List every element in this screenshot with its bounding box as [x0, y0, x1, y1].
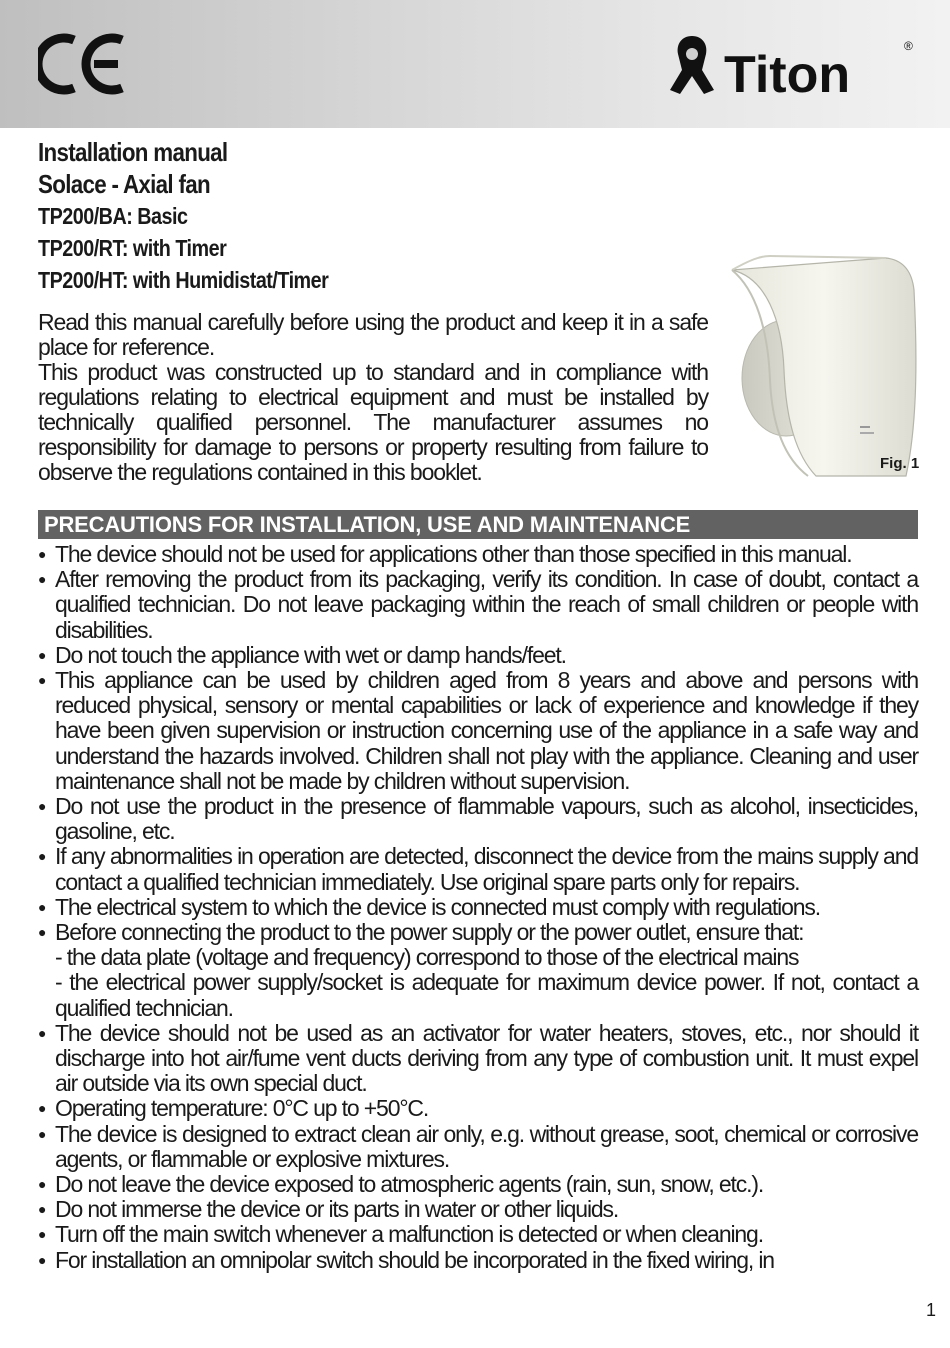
list-sub-item: - the electrical power supply/socket is adequate for maximum device power. If not, contact a qualified technician.	[55, 969, 918, 1021]
ce-mark-icon	[38, 32, 130, 96]
list-item: ● Operating temperature: 0°C up to +50°C.	[38, 1096, 918, 1121]
list-item: ● The device should not be used for applications other than those specified in this manual.	[38, 542, 918, 567]
model-timer: TP200/RT: with Timer	[38, 235, 227, 261]
intro-paragraph: Read this manual carefully before using the product and keep it in a safe place for reference.	[38, 309, 708, 360]
list-item: ● Do not use the product in the presence of flammable vapours, such as alcohol, insecticides, gasoline, etc.	[38, 794, 918, 844]
titon-logo	[664, 30, 924, 100]
list-item: ● The device should not be used as an activator for water heaters, stoves, etc., nor should it discharge into hot air/fume vent ducts deriving from any type of combustion unit. It must expel air outside via its own special duct.	[38, 1021, 918, 1097]
list-item: ● The electrical system to which the device is connected must comply with regulations.	[38, 895, 918, 920]
page-number: 1	[926, 1300, 937, 1320]
list-item: ● Turn off the main switch whenever a malfunction is detected or when cleaning.	[38, 1222, 918, 1247]
list-item: ● If any abnormalities in operation are detected, disconnect the device from the mains supply and contact a qualified technician immediately. Use original spare parts only for repairs.	[38, 844, 918, 894]
list-item: ● Do not leave the device exposed to atmospheric agents (rain, sun, snow, etc.).	[38, 1172, 918, 1197]
section-heading: PRECAUTIONS FOR INSTALLATION, USE AND MAINTENANCE	[38, 510, 918, 539]
intro-paragraph: This product was constructed up to standard and in compliance with regulations relating to electrical equipment and must be installed by technically qualified personnel. The manufacturer assumes no responsibility for damage to persons or property resulting from failure to observe the regulations contained in this booklet.	[38, 359, 708, 485]
precautions-list	[38, 542, 918, 1273]
list-item: ● Do not touch the appliance with wet or damp hands/feet.	[38, 643, 918, 668]
list-item: ● The device is designed to extract clean air only, e.g. without grease, soot, chemical or corrosive agents, or flammable or explosive mixtures.	[38, 1122, 918, 1172]
intro-text	[38, 310, 708, 485]
page-header	[0, 0, 950, 128]
svg-text:Titon: Titon	[724, 46, 851, 100]
list-item: ● Do not immerse the device or its parts in water or other liquids.	[38, 1197, 918, 1222]
list-item: ● After removing the product from its packaging, verify its condition. In case of doubt, contact a qualified technician. Do not leave packaging within the reach of small children or people with disabilities.	[38, 567, 918, 643]
model-basic: TP200/BA: Basic	[38, 203, 188, 229]
product-title: Solace - Axial fan	[38, 169, 210, 199]
fan-image	[726, 250, 924, 490]
list-sub-item: - the data plate (voltage and frequency) correspond to those of the electrical mains	[55, 944, 799, 971]
list-item	[38, 920, 918, 1021]
figure-label: Fig. 1	[880, 455, 920, 472]
manual-title: Installation manual	[38, 137, 228, 167]
list-item: ● This appliance can be used by children aged from 8 years and above and persons with reduced physical, sensory or mental capabilities or lack of experience and knowledge if they have been given supervision or instruction concerning use of the appliance in a safe way and understand the hazards involved. Children shall not play with the appliance. Cleaning and user maintenance shall not be made by children without supervision.	[38, 668, 918, 794]
list-item-text: Before connecting the product to the power supply or the power outlet, ensure that:	[55, 919, 804, 946]
title-block	[38, 136, 718, 296]
titon-logo-icon	[670, 36, 714, 94]
model-humidistat: TP200/HT: with Humidistat/Timer	[38, 267, 329, 293]
svg-text:®: ®	[904, 39, 913, 53]
list-item: ● For installation an omnipolar switch should be incorporated in the fixed wiring, in	[38, 1248, 918, 1273]
